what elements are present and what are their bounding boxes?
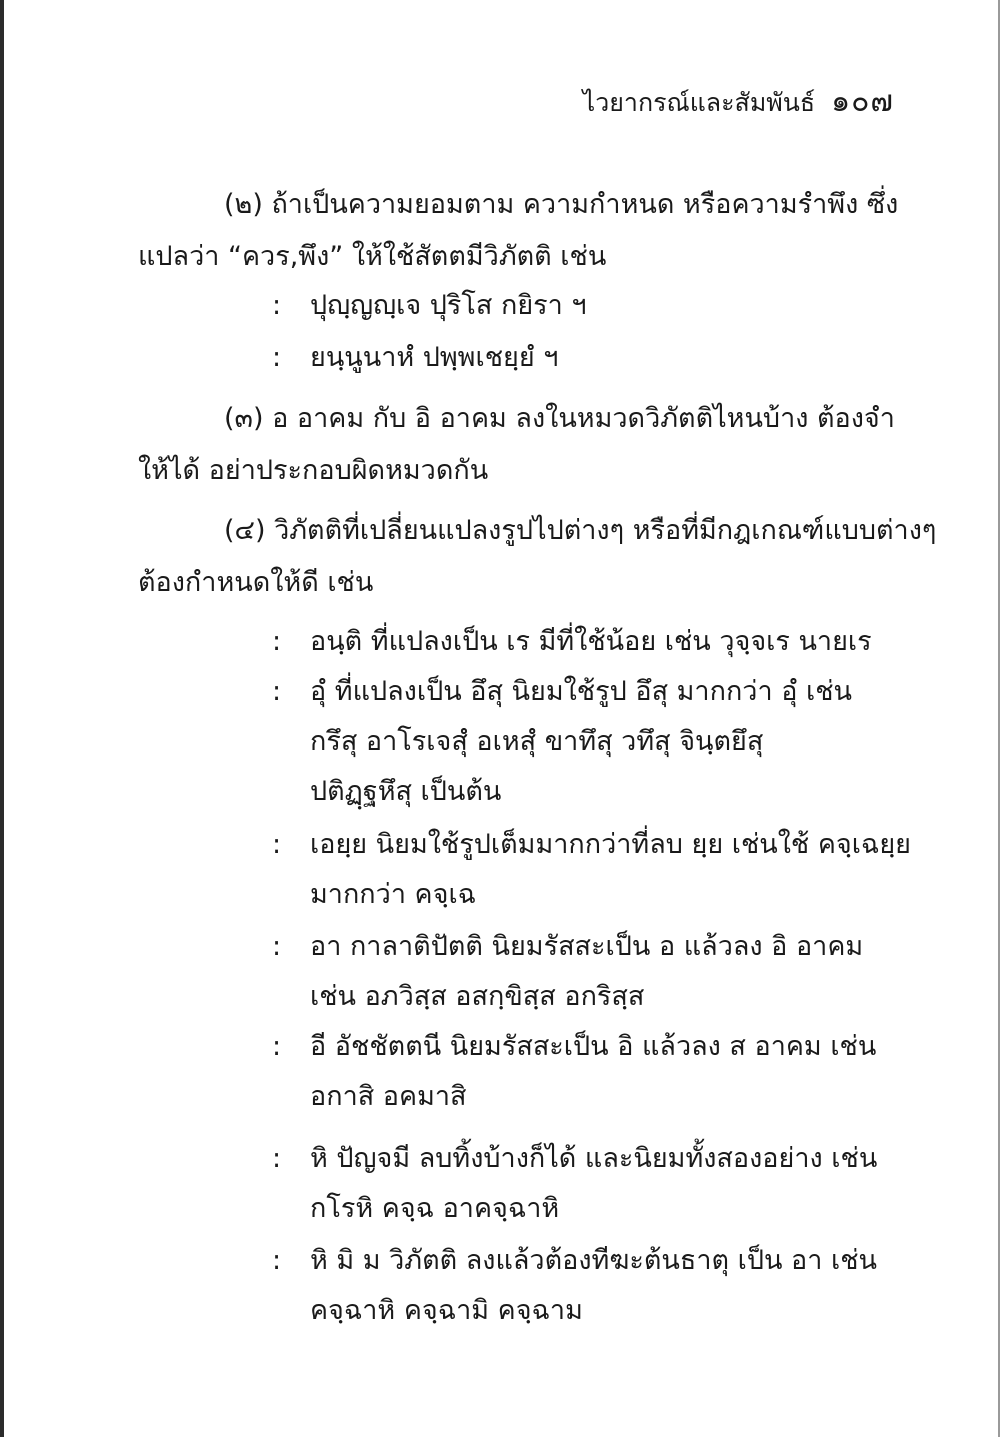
paragraph-line: (๓) อ อาคม กับ อิ อาคม ลงในหมวดวิภัตติไหนบ้าง ต้องจำ <box>224 403 895 434</box>
paragraph-line: (๒) ถ้าเป็นความยอมตาม ความกำหนด หรือความรำพึง ซึ่ง <box>224 189 899 220</box>
paragraph-3 <box>138 393 895 497</box>
example-item <box>272 667 896 817</box>
running-header <box>583 82 894 123</box>
example-line: อา กาลาติปัตติ นิยมรัสสะเป็น อ แล้วลง อิ อาคม <box>310 931 864 962</box>
example-line: ปติฏฺฐหึสุ เป็นต้น <box>310 776 502 807</box>
colon-mark: : <box>272 676 282 707</box>
colon-mark: : <box>272 342 282 373</box>
example-line: คจฺฉาหิ คจฺฉามิ คจฺฉาม <box>310 1295 583 1326</box>
example-line: อนฺติ ที่แปลงเป็น เร มีที่ใช้น้อย เช่น วุจฺจเร นายเร <box>310 626 872 657</box>
example-item <box>272 1236 896 1336</box>
colon-mark: : <box>272 931 282 962</box>
paragraph-line: ให้ได้ อย่าประกอบผิดหมวดกัน <box>138 455 489 486</box>
page-left-edge <box>0 0 4 1437</box>
example-line: เอยฺย นิยมใช้รูปเต็มมากกว่าที่ลบ ยฺย เช่นใช้ คจฺเฉยฺย <box>310 829 911 860</box>
example-item <box>272 1022 896 1122</box>
colon-mark: : <box>272 829 282 860</box>
example-line: กโรหิ คจฺฉ อาคจฺฉาหิ <box>310 1193 560 1224</box>
example-line: มากกว่า คจฺเฉ <box>310 879 477 910</box>
header-title: ไวยากรณ์และสัมพันธ์ <box>582 88 816 117</box>
example-line: อกาสิ อคมาสิ <box>310 1081 467 1112</box>
paragraph-2 <box>138 179 899 283</box>
example-item <box>272 281 896 331</box>
example-item <box>272 333 896 383</box>
paragraph-line: แปลว่า “ควร,พึง” ให้ใช้สัตตมีวิภัตติ เช่น <box>138 241 607 272</box>
example-item <box>272 922 896 1022</box>
example-line: หิ มิ ม วิภัตติ ลงแล้วต้องทีฆะต้นธาตุ เป็น อา เช่น <box>310 1245 877 1276</box>
colon-mark: : <box>272 1031 282 1062</box>
example-item <box>272 820 911 920</box>
example-line: อุํ ที่แปลงเป็น อึสุ นิยมใช้รูป อึสุ มากกว่า อุํ เช่น <box>310 676 853 707</box>
colon-mark: : <box>272 626 282 657</box>
colon-mark: : <box>272 1143 282 1174</box>
example-line: เช่น อภวิสฺส อสกฺขิสฺส อกริสฺส <box>310 981 645 1012</box>
paragraph-line: ต้องกำหนดให้ดี เช่น <box>138 567 374 598</box>
example-line: ยนฺนูนาหํ ปพฺพเชยฺยํ ฯ <box>310 342 559 373</box>
example-item <box>272 617 896 667</box>
paragraph-4 <box>138 505 937 609</box>
page-number: ๑๐๗ <box>831 84 894 119</box>
example-line: หิ ปัญจมี ลบทิ้งบ้างก็ได้ และนิยมทั้งสองอย่าง เช่น <box>310 1143 878 1174</box>
example-line: กรึสุ อาโรเจสุํ อเหสุํ ขาทึสุ วทึสุ จินฺตยึสุ <box>310 726 764 757</box>
example-line: ปุญฺญญฺเจ ปุริโส กยิรา ฯ <box>310 290 587 321</box>
example-item <box>272 1134 896 1234</box>
paragraph-line: (๔) วิภัตติที่เปลี่ยนแปลงรูปไปต่างๆ หรือที่มีกฎเกณฑ์แบบต่างๆ <box>224 515 937 546</box>
colon-mark: : <box>272 1245 282 1276</box>
colon-mark: : <box>272 290 282 321</box>
example-line: อี อัชชัตตนี นิยมรัสสะเป็น อิ แล้วลง ส อาคม เช่น <box>310 1031 877 1062</box>
